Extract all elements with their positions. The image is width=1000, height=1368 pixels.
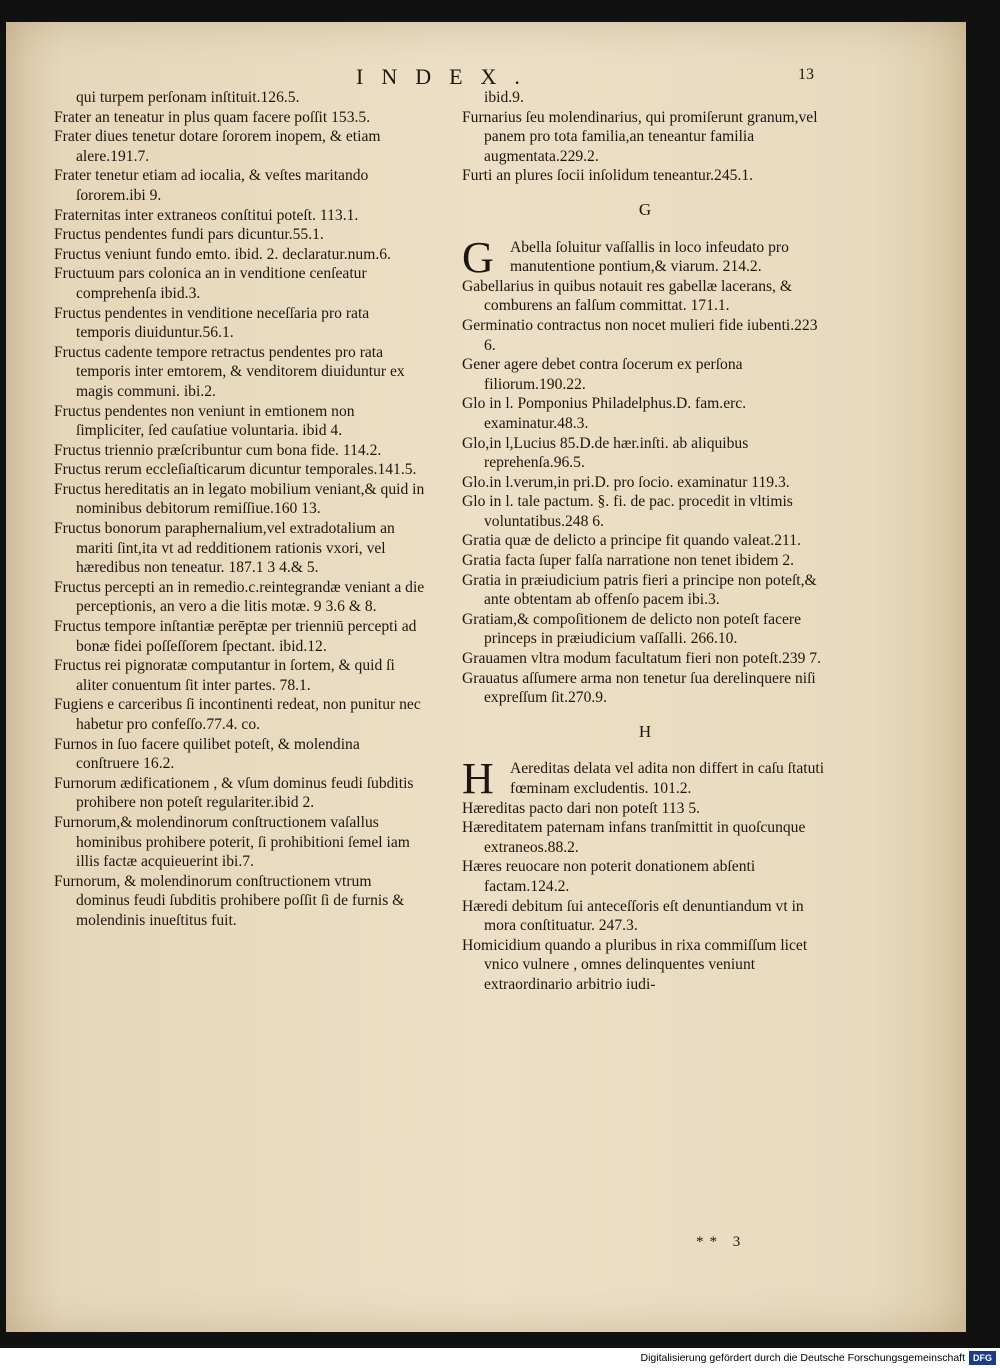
index-entry: Fructuum pars colonica an in venditione cenſeatur comprehenſa ibid.3. xyxy=(54,265,367,302)
index-entry: ibid.9. xyxy=(484,89,524,106)
index-entry: Frater an teneatur in plus quam facere poſſit 153.5. xyxy=(54,108,371,126)
index-entry: Fructus pendentes in venditione neceſſaria pro rata temporis diuiduntur.56.1. xyxy=(54,304,370,342)
index-entry: Fructus pendentes fundi pars dicuntur.55.1. xyxy=(54,226,324,244)
index-entry: Hæreditatem paternam infans tranſmittit in quoſcunque extraneos.88.2. xyxy=(462,819,806,856)
page-number: 13 xyxy=(798,66,814,83)
index-entry: Gener agere debet contra ſocerum ex perſona filiorum.190.22. xyxy=(462,356,743,393)
index-entry: Furti an plures ſocii inſolidum teneantur.245.1. xyxy=(462,167,754,185)
section-g-first-entry xyxy=(462,232,828,282)
index-entry: Glo in l. tale pactum. §. fi. de pac. procedit in vltimis voluntatibus.248 6. xyxy=(462,493,793,530)
index-entry: Hæreditas pacto dari non poteſt 113 5. xyxy=(462,799,701,817)
section-h-entries xyxy=(462,799,828,995)
index-entry: Grauatus aſſumere arma non tenetur ſua derelinquere niſi expreſſum ſit.270.9. xyxy=(462,669,816,707)
index-entry: Glo in l. Pomponius Philadelphus.D. fam.erc. examinatur.48.3. xyxy=(462,395,747,432)
index-entry: Furnorum,& molendinorum conſtructionem vaſallus hominibus prohibere poterit, ſi prohibitioni ſemel iam illis factæ acquieuerint ibi.7. xyxy=(54,813,410,871)
index-entry: Fructus veniunt fundo emto. ibid. 2. declaratur.num.6. xyxy=(54,245,391,263)
index-entry: Gabellarius in quibus notauit res gabellæ lacerans, & comburens an falſum committat. 171.1. xyxy=(462,277,792,315)
index-entry: qui turpem perſonam inſtituit.126.5. xyxy=(76,89,300,106)
section-h-first-entry xyxy=(462,754,828,804)
index-entry: Germinatio contractus non nocet mulieri fide iubenti.223 6. xyxy=(462,316,818,354)
index-entry: Fructus tempore inſtantiæ perēptæ per trienniū percepti ad bonæ fidei poſſeſſorem ſpectant. ibid.12. xyxy=(54,618,417,655)
index-entry: Frater tenetur etiam ad iocalia, & veſtes maritando ſororem.ibi 9. xyxy=(54,167,369,204)
index-entry: Glo,in l,Lucius 85.D.de hær.inſti. ab aliquibus reprehenſa.96.5. xyxy=(462,434,749,472)
dropcap-h: H xyxy=(462,754,494,804)
section-h-first-entry-text: Aereditas delata vel adita non differt in caſu ſtatuti fœminam excludentis. 101.2. xyxy=(510,760,825,797)
index-entry: Fructus bonorum paraphernalium,vel extradotalium an mariti ſint,ita vt ad redditionem rationis vxori, vel hæredibus non teneatur. 187.1 3 4.& 5. xyxy=(54,520,395,577)
index-entry: Fugiens e carceribus ſi incontinenti redeat, non punitur nec habetur pro confeſſo.77.4. co. xyxy=(54,696,421,733)
index-entry: Furnarius ſeu molendinarius, qui promiſerunt granum,vel panem pro tota familia,an teneantur familia augmentata.229.2. xyxy=(462,108,818,165)
index-entry: Gratia in præiudicium patris fieri a principe non poteſt,& ante obtentam ab offenſo pacem ibi.3. xyxy=(462,571,817,609)
section-g-first-entry-text: Abella ſoluitur vaſſallis in loco infeudato pro manutentione pontium,& viarum. 214.2. xyxy=(510,238,789,276)
index-entry: Gratiam,& compoſitionem de delicto non poteſt facere princeps in præiudicium vaſſalli. 266.10. xyxy=(462,610,802,648)
section-letter-g: G xyxy=(638,199,652,219)
index-entry: Fructus triennio præſcribuntur cum bona fide. 114.2. xyxy=(54,441,382,459)
index-entry: Frater diues tenetur dotare ſororem inopem, & etiam alere.191.7. xyxy=(54,128,381,165)
index-entry: Hæres reuocare non poterit donationem abſenti factam.124.2. xyxy=(462,858,756,895)
left-column xyxy=(54,88,426,931)
index-entry: Homicidium quando a pluribus in rixa commiſſum licet vnico vulnere , omnes delinquentes veniunt extraordinario arbitrio iudi- xyxy=(462,936,808,993)
index-entry: Glo.in l.verum,in pri.D. pro ſocio. examinatur 119.3. xyxy=(462,473,790,491)
digitization-footer xyxy=(640,1350,996,1366)
index-entry: Gratia facta ſuper falſa narratione non tenet ibidem 2. xyxy=(462,552,795,570)
index-entry: Gratia quæ de delicto a principe fit quando valeat.211. xyxy=(462,532,801,550)
book-page xyxy=(6,22,966,1332)
index-entry: Fructus rerum eccleſiaſticarum dicuntur temporales.141.5. xyxy=(54,461,417,479)
dropcap-g: G xyxy=(462,232,494,282)
right-column xyxy=(462,88,828,995)
index-entry: Furnorum, & molendinorum conſtructionem vtrum dominus feudi ſubditis prohibere poſſit ſi de furnis & molendinis inueſtitus fuit. xyxy=(54,872,405,929)
right-column-top-entries xyxy=(462,88,828,186)
index-entry: Furnos in ſuo facere quilibet poteſt, & molendina conſtruere 16.2. xyxy=(54,735,360,773)
index-entry: Furnorum ædificationem , & vſum dominus feudi ſubditis prohibere non poteſt regulariter.ibid 2. xyxy=(54,774,414,812)
section-g-entries xyxy=(462,277,828,708)
index-entry: Fructus hereditatis an in legato mobilium veniant,& quid in nominibus debitorum remiſſiue.160 13. xyxy=(54,480,425,518)
dfg-logo: DFG xyxy=(969,1351,996,1365)
index-entry: Grauamen vltra modum facultatum fieri non poteſt.239 7. xyxy=(462,650,821,668)
index-entry: Hæredi debitum ſui anteceſſoris eſt denuntiandum vt in mora conſtituatur. 247.3. xyxy=(462,897,804,935)
index-entry: Fructus pendentes non veniunt in emtionem non ſimpliciter, ſed cauſatiue voluntaria. ibid 4. xyxy=(54,402,355,440)
footer-text: Digitalisierung gefördert durch die Deutsche Forschungsgemeinschaft xyxy=(640,1352,965,1364)
index-entry: Fructus cadente tempore retractus pendentes pro rata temporis inter emtorem, & venditorem diuiduntur ex magis communi. ibi.2. xyxy=(54,343,405,400)
index-entry: Fructus percepti an in remedio.c.reintegrandæ veniant a die perceptionis, an vero a die litis motæ. 9 3.6 & 8. xyxy=(54,578,425,616)
section-letter-h: H xyxy=(638,721,652,741)
index-entry: Fraternitas inter extraneos conſtitui poteſt. 113.1. xyxy=(54,206,359,224)
index-entry: Fructus rei pignoratæ computantur in ſortem, & quid ſi aliter conuentum ſit inter partes. 78.1. xyxy=(54,657,395,694)
catchword: ** 3 xyxy=(696,1234,747,1250)
page-title: INDEX. xyxy=(356,64,538,89)
